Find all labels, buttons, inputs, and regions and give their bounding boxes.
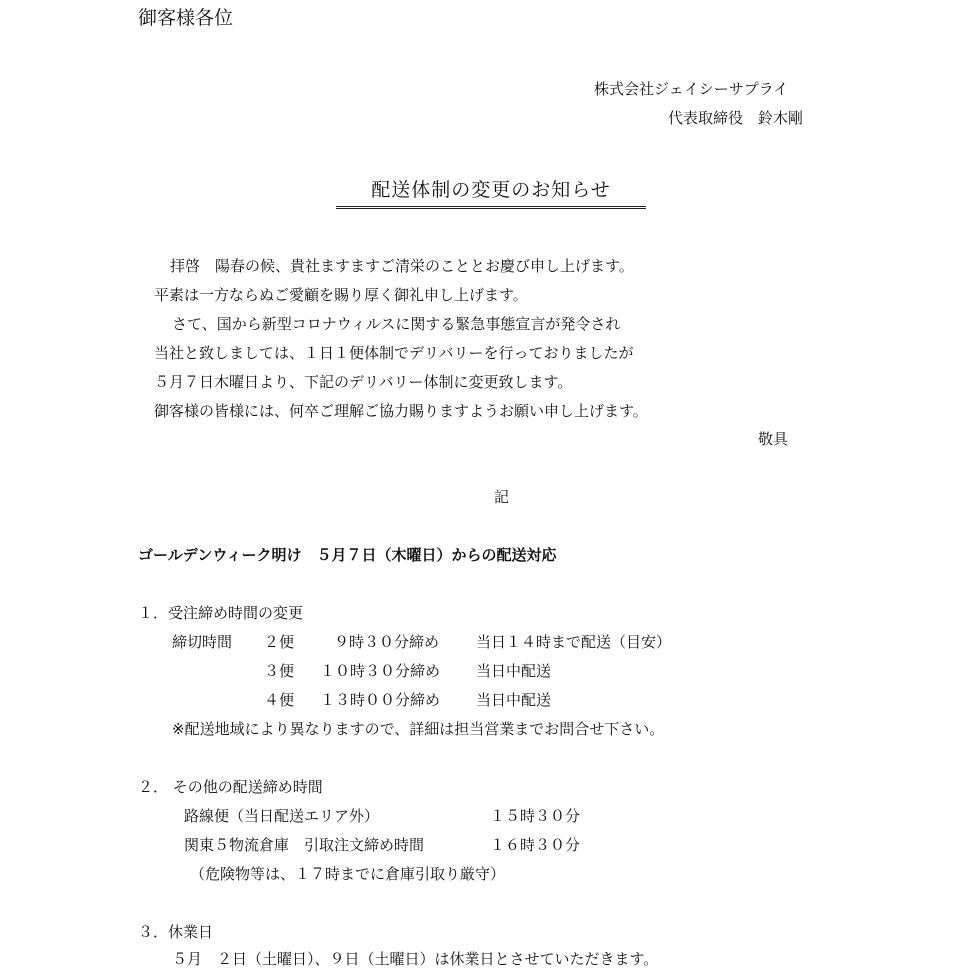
company-name: 株式会社ジェイシーサプライ — [594, 80, 789, 98]
route-label: 路線便（当日配送エリア外） — [184, 807, 380, 825]
bin-3: ３便 — [264, 662, 295, 680]
section3-heading: ３．休業日 — [138, 923, 214, 941]
warehouse-label: 関東５物流倉庫 引取注文締め時間 — [184, 836, 425, 854]
section1-note: ※配送地域により異なりますので、詳細は担当営業までお問合せ下さい。 — [172, 720, 665, 738]
bin-4: ４便 — [264, 691, 295, 709]
body-line: さて、国から新型コロナウィルスに関する緊急事態宣言が発令され — [172, 315, 621, 333]
bin-2-time: ９時３０分締め — [334, 633, 440, 651]
bin-4-delivery: 当日中配送 — [476, 691, 552, 709]
subheading: ゴールデンウィーク明け ５月７日（木曜日）からの配送対応 — [138, 546, 557, 564]
section2-note: （危険物等は、１７時までに倉庫引取り厳守） — [190, 865, 506, 883]
body-line: 御客様の皆様には、何卒ご理解ご協力賜りますようお願い申し上げます。 — [154, 402, 648, 420]
document-title: 配送体制の変更のお知らせ — [336, 181, 646, 209]
bin-4-time: １３時００分締め — [320, 691, 441, 709]
addressee: 御客様各位 — [138, 7, 234, 29]
body-line: 当社と致しましては、１日１便体制でデリバリーを行っておりましたが — [154, 344, 634, 362]
bin-3-time: １０時３０分締め — [320, 662, 441, 680]
body-line: 拝啓 陽春の候、貴社ますますご清栄のこととお慶び申し上げます。 — [170, 257, 634, 275]
bin-2-delivery: 当日１４時まで配送（目安） — [476, 633, 672, 651]
deadline-label: 締切時間 — [172, 633, 233, 651]
bin-2: ２便 — [264, 633, 295, 651]
bin-3-delivery: 当日中配送 — [476, 662, 552, 680]
closing: 敬具 — [758, 430, 789, 448]
body-line: ５月７日木曜日より、下記のデリバリー体制に変更致します。 — [154, 373, 573, 391]
ki-marker: 記 — [494, 488, 510, 506]
route-time: １５時３０分 — [490, 807, 581, 825]
body-line: 平素は一方ならぬご愛顧を賜り厚く御礼申し上げます。 — [154, 286, 528, 304]
section2-heading: ２． その他の配送締め時間 — [138, 778, 323, 796]
representative: 代表取締役 鈴木剛 — [668, 109, 804, 127]
warehouse-time: １６時３０分 — [490, 836, 581, 854]
section1-heading: １．受注締め時間の変更 — [138, 604, 304, 622]
section3-line: ５月 ２日（土曜日）、９日（土曜日）は休業日とさせていただきます。 — [172, 950, 659, 968]
